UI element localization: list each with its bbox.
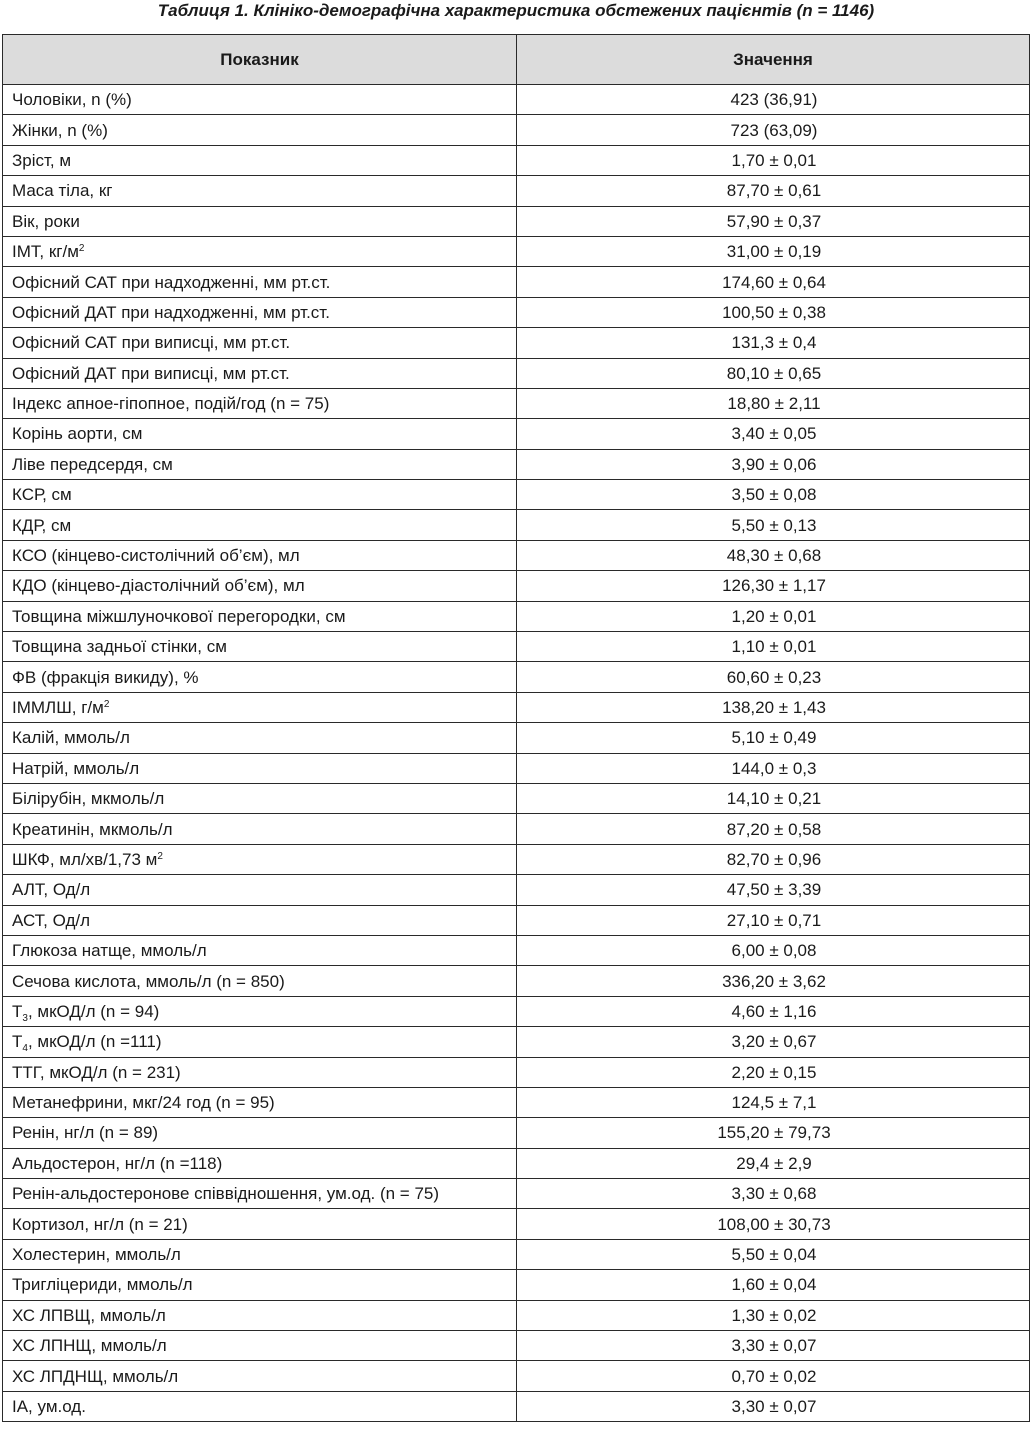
row-label-cell xyxy=(3,875,517,905)
row-label: Білірубін, мкмоль/л xyxy=(12,789,165,809)
row-label-superscript: 2 xyxy=(78,243,85,255)
row-label-cell xyxy=(3,449,517,479)
table-row xyxy=(3,176,1030,206)
table-row xyxy=(3,632,1030,662)
row-label: АСТ, Од/л xyxy=(12,910,91,930)
row-label: Креатинін, мкмоль/л xyxy=(12,819,173,839)
row-value: 155,20 ± 79,73 xyxy=(517,1118,1030,1148)
table-row xyxy=(3,358,1030,388)
row-label-cell xyxy=(3,236,517,266)
row-value: 82,70 ± 0,96 xyxy=(517,844,1030,874)
row-label: Альдостерон, нг/л (n =118) xyxy=(12,1153,223,1173)
table-row xyxy=(3,601,1030,631)
row-label-cell xyxy=(3,358,517,388)
row-label: Офісний ДАТ при надходженні, мм рт.ст. xyxy=(12,302,330,322)
table-body xyxy=(3,85,1030,1422)
table-caption: Таблиця 1. Клініко-демографічна характеристика обстежених пацієнтів (n = 1146) xyxy=(157,1,875,20)
row-label: Офісний САТ при надходженні, мм рт.ст. xyxy=(12,272,331,292)
row-value: 87,20 ± 0,58 xyxy=(517,814,1030,844)
row-value: 29,4 ± 2,9 xyxy=(517,1148,1030,1178)
table-row xyxy=(3,1270,1030,1300)
row-label: Ренін-альдостеронове співвідношення, ум.од. (n = 75) xyxy=(12,1184,440,1204)
table-row xyxy=(3,996,1030,1026)
row-label-cell xyxy=(3,297,517,327)
row-value: 174,60 ± 0,64 xyxy=(517,267,1030,297)
row-label: Офісний ДАТ при виписці, мм рт.ст. xyxy=(12,363,290,383)
row-value: 18,80 ± 2,11 xyxy=(517,388,1030,418)
row-label-cell xyxy=(3,1179,517,1209)
row-label: Зріст, м xyxy=(12,150,72,170)
row-label-cell xyxy=(3,601,517,631)
row-value: 126,30 ± 1,17 xyxy=(517,571,1030,601)
row-value: 3,30 ± 0,07 xyxy=(517,1331,1030,1361)
table-row xyxy=(3,783,1030,813)
row-value: 3,30 ± 0,68 xyxy=(517,1179,1030,1209)
table-row xyxy=(3,419,1030,449)
table-row xyxy=(3,328,1030,358)
row-label: Т xyxy=(12,1032,23,1052)
row-label-cell xyxy=(3,1027,517,1057)
table-row xyxy=(3,662,1030,692)
row-label-subscript: 3 xyxy=(22,1012,28,1024)
row-label-cell xyxy=(3,1057,517,1087)
row-label-suffix: , мкОД/л (n = 94) xyxy=(27,1001,160,1021)
row-value: 6,00 ± 0,08 xyxy=(517,935,1030,965)
table-row xyxy=(3,449,1030,479)
row-label: ХС ЛПНЩ, ммоль/л xyxy=(12,1336,167,1356)
row-label-cell xyxy=(3,206,517,236)
row-label: Індекс апное-гіпопное, подій/год (n = 75) xyxy=(12,394,330,414)
row-value: 423 (36,91) xyxy=(517,85,1030,115)
row-label-cell xyxy=(3,844,517,874)
row-value: 31,00 ± 0,19 xyxy=(517,236,1030,266)
row-label: Офісний САТ при виписці, мм рт.ст. xyxy=(12,333,291,353)
row-value: 2,20 ± 0,15 xyxy=(517,1057,1030,1087)
characteristics-table xyxy=(2,34,1030,1422)
table-row xyxy=(3,1391,1030,1421)
row-label: ІА, ум.од. xyxy=(12,1396,86,1416)
table-row xyxy=(3,1209,1030,1239)
table-row xyxy=(3,723,1030,753)
row-value: 1,30 ± 0,02 xyxy=(517,1300,1030,1330)
row-value: 3,90 ± 0,06 xyxy=(517,449,1030,479)
row-label-cell xyxy=(3,540,517,570)
row-label-cell xyxy=(3,723,517,753)
table-row xyxy=(3,1239,1030,1269)
row-value: 1,10 ± 0,01 xyxy=(517,632,1030,662)
table-row xyxy=(3,206,1030,236)
row-value: 27,10 ± 0,71 xyxy=(517,905,1030,935)
row-label-cell xyxy=(3,1148,517,1178)
row-label: ІММЛШ, г/м xyxy=(12,698,104,717)
row-label-cell xyxy=(3,814,517,844)
row-value: 14,10 ± 0,21 xyxy=(517,783,1030,813)
row-label-cell xyxy=(3,1118,517,1148)
table-row xyxy=(3,297,1030,327)
row-value: 124,5 ± 7,1 xyxy=(517,1087,1030,1117)
table-row xyxy=(3,236,1030,266)
row-label: ШКФ, мл/хв/1,73 м xyxy=(12,849,158,869)
row-label-subscript: 4 xyxy=(22,1043,28,1055)
row-label: КСР, см xyxy=(12,485,72,505)
row-label-cell xyxy=(3,1209,517,1239)
row-value: 47,50 ± 3,39 xyxy=(517,875,1030,905)
row-label-cell xyxy=(3,1300,517,1330)
row-label-cell xyxy=(3,1331,517,1361)
row-value: 131,3 ± 0,4 xyxy=(517,328,1030,358)
column-header-value: Значення xyxy=(517,35,1030,85)
table-row xyxy=(3,1027,1030,1057)
table-row xyxy=(3,510,1030,540)
table-row xyxy=(3,388,1030,418)
table-row xyxy=(3,692,1030,722)
row-value: 336,20 ± 3,62 xyxy=(517,966,1030,996)
table-row xyxy=(3,85,1030,115)
row-value: 4,60 ± 1,16 xyxy=(517,996,1030,1026)
row-label: Маса тіла, кг xyxy=(12,181,113,201)
row-label-cell xyxy=(3,1087,517,1117)
row-label-cell xyxy=(3,419,517,449)
row-label-cell xyxy=(3,753,517,783)
row-label-superscript: 2 xyxy=(157,850,163,862)
row-value: 3,40 ± 0,05 xyxy=(517,419,1030,449)
row-value: 3,20 ± 0,67 xyxy=(517,1027,1030,1057)
row-label: Натрій, ммоль/л xyxy=(12,758,140,778)
row-label: Товщина міжшлуночкової перегородки, см xyxy=(12,606,346,626)
row-label-cell xyxy=(3,480,517,510)
row-label-cell xyxy=(3,328,517,358)
row-label: Товщина задньої стінки, см xyxy=(12,637,227,657)
row-label-cell xyxy=(3,692,517,722)
row-label-cell xyxy=(3,145,517,175)
row-label-cell xyxy=(3,176,517,206)
table-row xyxy=(3,115,1030,145)
row-label-cell xyxy=(3,571,517,601)
row-label: Корінь аорти, см xyxy=(12,424,143,444)
row-label-superscript: 2 xyxy=(103,699,110,710)
table-row xyxy=(3,1179,1030,1209)
row-label: Метанефрини, мкг/24 год (n = 95) xyxy=(12,1093,275,1113)
table-row xyxy=(3,267,1030,297)
table-row xyxy=(3,905,1030,935)
row-value: 60,60 ± 0,23 xyxy=(517,662,1030,692)
row-label: Калій, ммоль/л xyxy=(12,728,130,748)
row-label: ХС ЛПВЩ, ммоль/л xyxy=(12,1305,166,1325)
row-value: 80,10 ± 0,65 xyxy=(517,358,1030,388)
row-label: КДР, см xyxy=(12,515,72,535)
row-label-cell xyxy=(3,996,517,1026)
table-row xyxy=(3,1361,1030,1391)
row-label-cell xyxy=(3,662,517,692)
row-value: 48,30 ± 0,68 xyxy=(517,540,1030,570)
table-row xyxy=(3,966,1030,996)
row-label-cell xyxy=(3,510,517,540)
row-label-cell xyxy=(3,783,517,813)
row-label: Т xyxy=(12,1001,23,1021)
row-value: 100,50 ± 0,38 xyxy=(517,297,1030,327)
row-label: КДО (кінцево-діастолічний об’єм), мл xyxy=(12,576,305,596)
row-label: Сечова кислота, ммоль/л (n = 850) xyxy=(12,971,285,991)
row-label: ФВ (фракція викиду), % xyxy=(12,667,199,687)
row-label: Чоловіки, n (%) xyxy=(12,90,132,110)
row-label: Кортизол, нг/л (n = 21) xyxy=(12,1214,188,1234)
table-row xyxy=(3,814,1030,844)
table-row xyxy=(3,571,1030,601)
table-row xyxy=(3,145,1030,175)
row-label-cell xyxy=(3,1361,517,1391)
row-label-cell xyxy=(3,115,517,145)
row-label: АЛТ, Од/л xyxy=(12,880,91,900)
row-value: 1,20 ± 0,01 xyxy=(517,601,1030,631)
table-row xyxy=(3,1118,1030,1148)
row-value: 1,60 ± 0,04 xyxy=(517,1270,1030,1300)
table-row xyxy=(3,1057,1030,1087)
row-label-cell xyxy=(3,388,517,418)
table-row xyxy=(3,1148,1030,1178)
row-value: 0,70 ± 0,02 xyxy=(517,1361,1030,1391)
row-label-cell xyxy=(3,966,517,996)
row-value: 1,70 ± 0,01 xyxy=(517,145,1030,175)
column-header-indicator: Показник xyxy=(3,35,517,85)
row-label: Ренін, нг/л (n = 89) xyxy=(12,1123,159,1143)
table-row xyxy=(3,935,1030,965)
table-row xyxy=(3,540,1030,570)
table-row xyxy=(3,1087,1030,1117)
row-label: ХС ЛПДНЩ, ммоль/л xyxy=(12,1366,179,1386)
table-row xyxy=(3,844,1030,874)
table-row xyxy=(3,1331,1030,1361)
row-label-cell xyxy=(3,267,517,297)
row-value: 3,50 ± 0,08 xyxy=(517,480,1030,510)
row-value: 108,00 ± 30,73 xyxy=(517,1209,1030,1239)
table-header-row xyxy=(3,35,1030,85)
row-label-cell xyxy=(3,632,517,662)
row-label: ТТГ, мкОД/л (n = 231) xyxy=(12,1062,181,1082)
row-value: 5,10 ± 0,49 xyxy=(517,723,1030,753)
table-row xyxy=(3,480,1030,510)
row-label: Ліве передсердя, см xyxy=(12,454,173,474)
row-label: КСО (кінцево-систолічний об’єм), мл xyxy=(12,546,300,566)
row-value: 138,20 ± 1,43 xyxy=(517,692,1030,722)
row-label: Тригліцериди, ммоль/л xyxy=(12,1275,193,1295)
row-label-cell xyxy=(3,905,517,935)
table-row xyxy=(3,1300,1030,1330)
row-value: 87,70 ± 0,61 xyxy=(517,176,1030,206)
row-value: 5,50 ± 0,13 xyxy=(517,510,1030,540)
row-label: Глюкоза натще, ммоль/л xyxy=(12,941,207,961)
row-label-suffix: , мкОД/л (n =111) xyxy=(27,1032,162,1052)
row-label-cell xyxy=(3,935,517,965)
row-value: 723 (63,09) xyxy=(517,115,1030,145)
row-value: 144,0 ± 0,3 xyxy=(517,753,1030,783)
row-label-cell xyxy=(3,1270,517,1300)
row-label-cell xyxy=(3,1239,517,1269)
row-value: 5,50 ± 0,04 xyxy=(517,1239,1030,1269)
row-label: Вік, роки xyxy=(12,211,80,231)
table-row xyxy=(3,875,1030,905)
row-label: Холестерин, ммоль/л xyxy=(12,1245,181,1265)
row-label: Жінки, n (%) xyxy=(12,120,108,140)
row-label: ІМТ, кг/м xyxy=(12,242,79,262)
row-value: 3,30 ± 0,07 xyxy=(517,1391,1030,1421)
table-row xyxy=(3,753,1030,783)
row-value: 57,90 ± 0,37 xyxy=(517,206,1030,236)
row-label-cell xyxy=(3,85,517,115)
row-label-cell xyxy=(3,1391,517,1421)
